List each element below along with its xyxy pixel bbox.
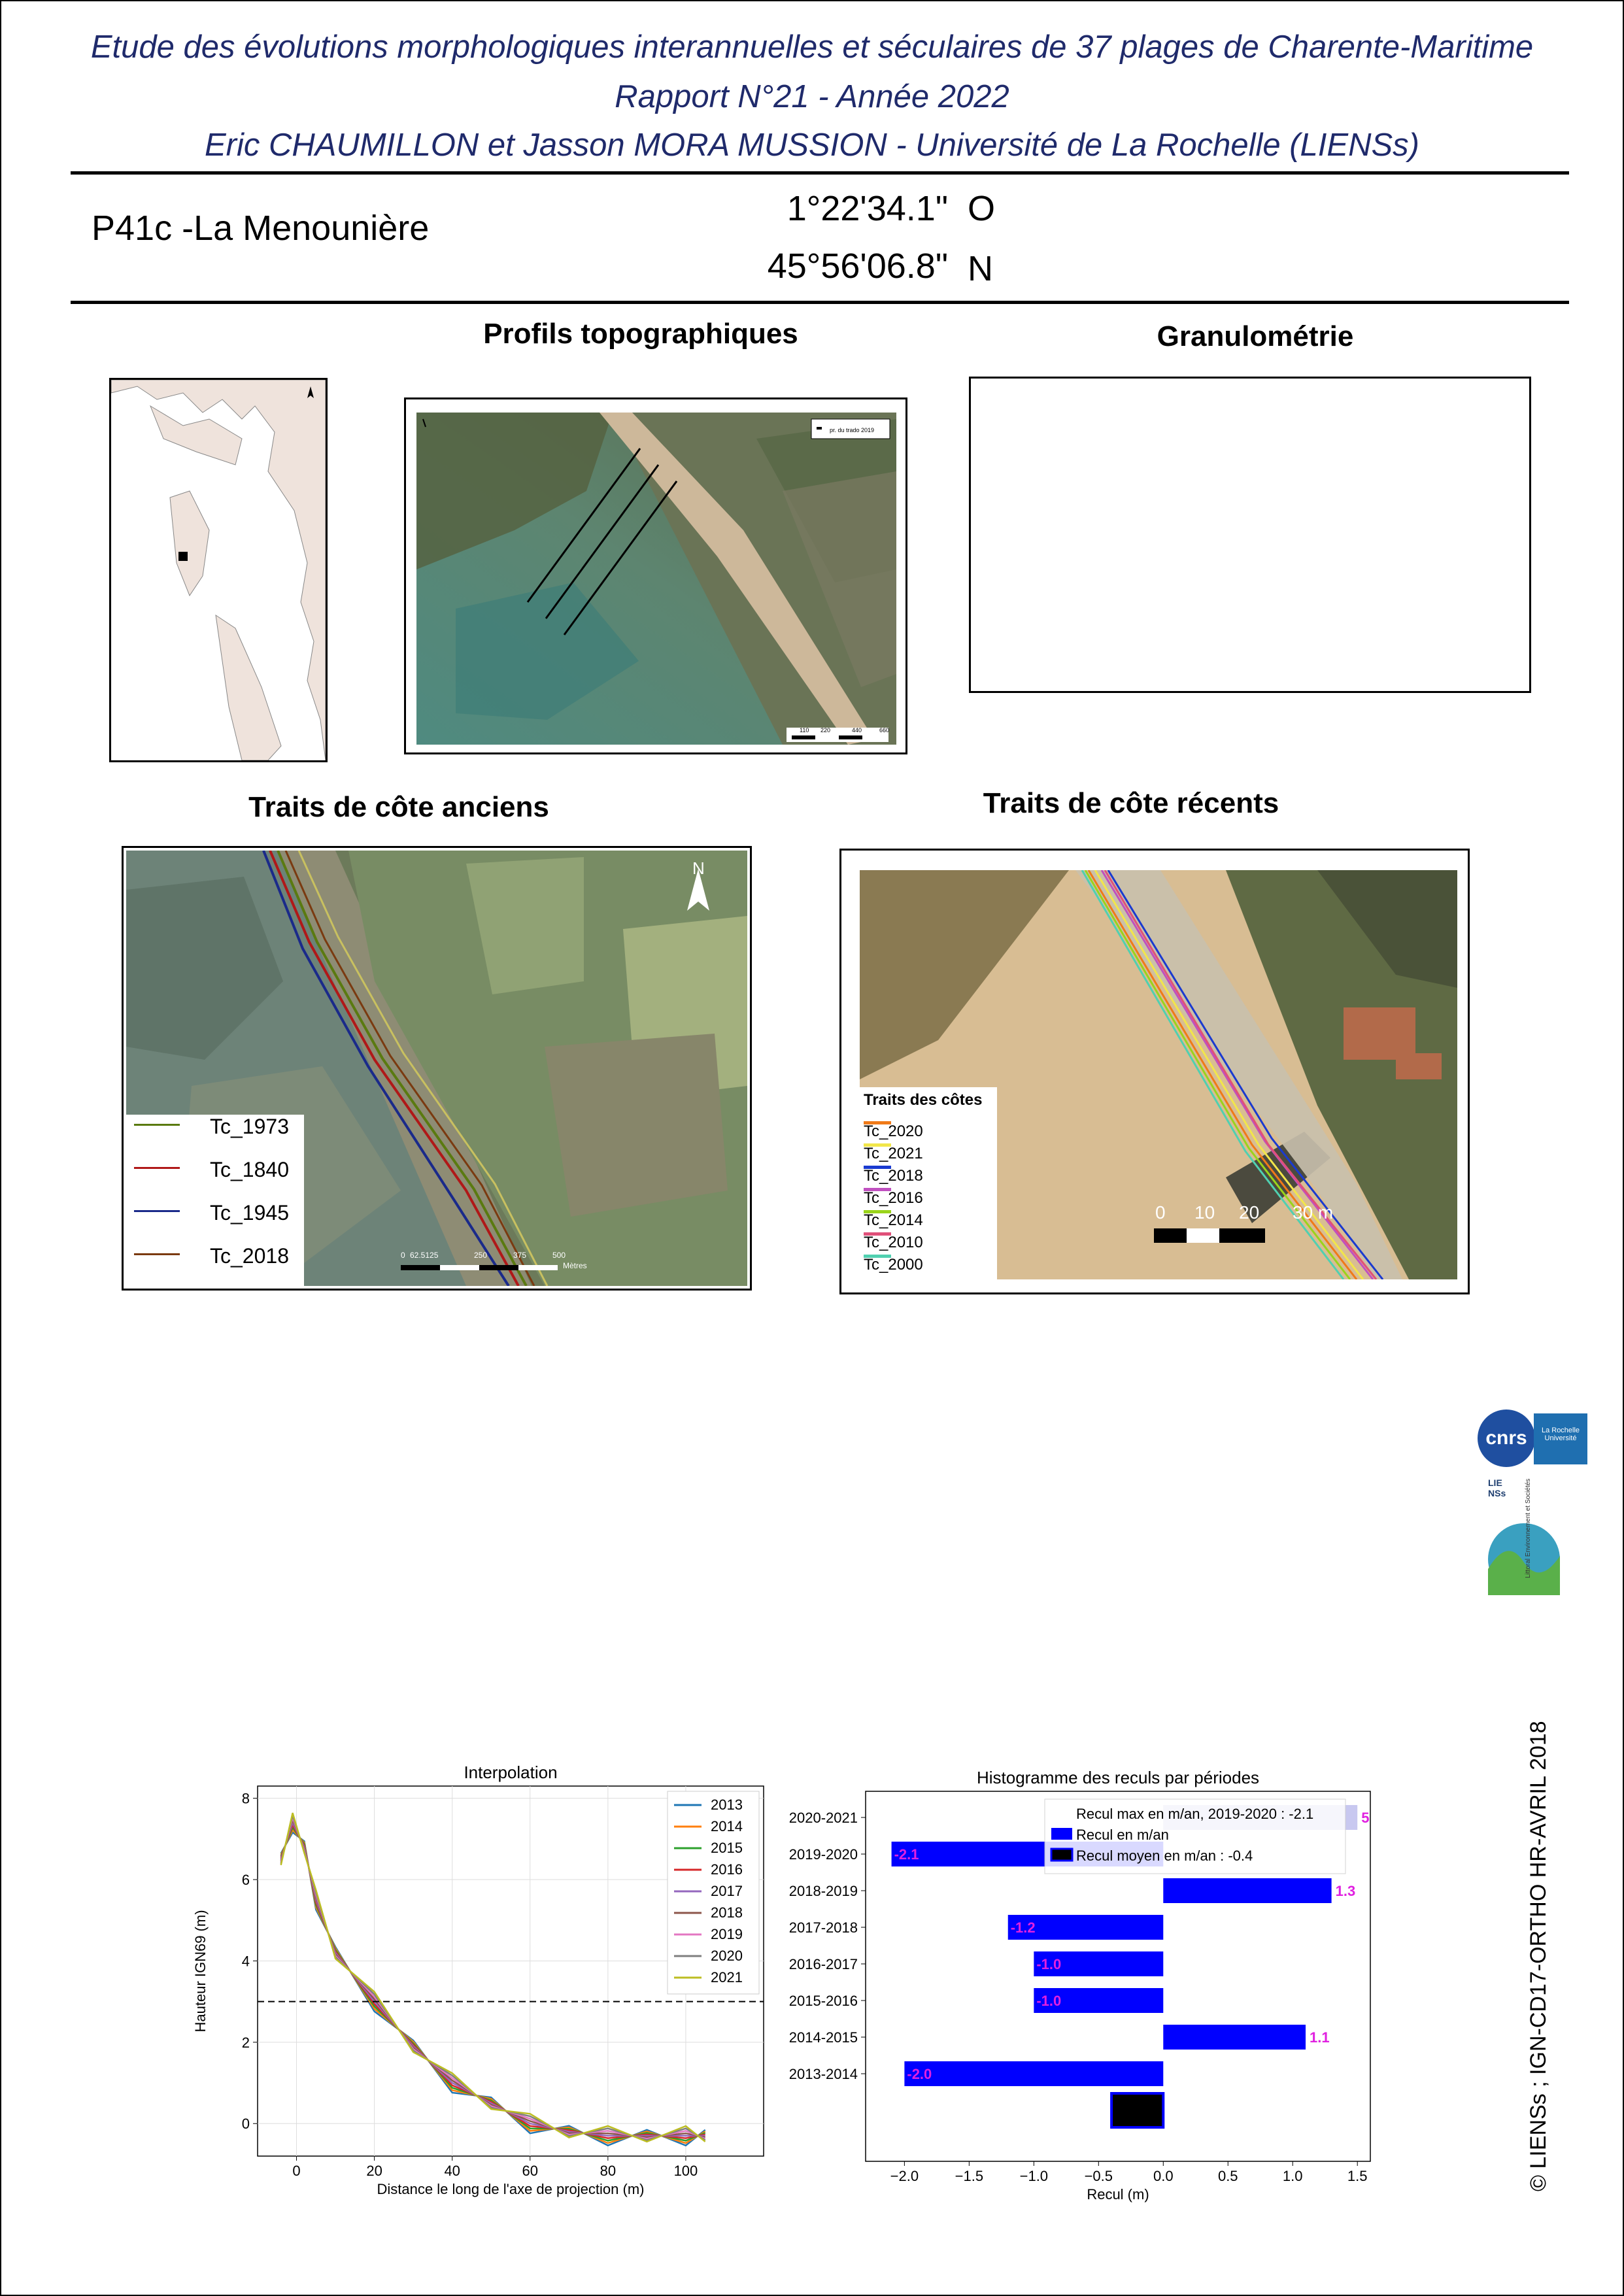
- charts-svg: [0, 1334, 1624, 2236]
- x-tick-label: −1.5: [955, 2168, 984, 2184]
- legend-label: Tc_2018: [210, 1244, 289, 1268]
- category-label: 2017-2018: [788, 1919, 858, 1936]
- x-tick-label: 40: [444, 2163, 460, 2179]
- x-tick-label: −1.0: [1019, 2168, 1049, 2184]
- category-label: 2015-2016: [788, 1993, 858, 2009]
- x-tick-label: 1.5: [1347, 2168, 1368, 2184]
- bar-value-label: 1.3: [1335, 1883, 1356, 1899]
- profils-photo-svg: [416, 413, 896, 745]
- chart-title: Histogramme des reculs par périodes: [976, 1768, 1260, 1787]
- x-tick-label: 20: [366, 2163, 382, 2179]
- y-axis-label: Hauteur IGN69 (m): [192, 1910, 209, 2033]
- header-rule-top: [71, 171, 1569, 175]
- legend-label: Tc_1973: [210, 1115, 289, 1138]
- section-profils-title: Profils topographiques: [483, 318, 798, 350]
- scale-label: 250: [474, 1251, 488, 1260]
- site-longitude-dir: O: [968, 189, 996, 228]
- legend-marker: [1051, 1828, 1072, 1840]
- scale-label: 110: [800, 727, 809, 734]
- category-label: 2014-2015: [788, 2029, 858, 2046]
- legend-swatch: [134, 1210, 180, 1212]
- legend-label: 2014: [711, 1818, 743, 1834]
- legend-label: Tc_2010: [864, 1234, 923, 1251]
- category-label: 2019-2020: [788, 1846, 858, 1863]
- chart-title: Interpolation: [464, 1763, 558, 1782]
- anciens-north-label: N: [692, 858, 705, 878]
- scale-label: 660: [879, 727, 890, 734]
- scale-label: 0: [1155, 1202, 1166, 1223]
- image-credit: © LIENSs ; IGN-CD17-ORTHO HR-AVRIL 2018: [1526, 1721, 1551, 2191]
- report-title: Etude des évolutions morphologiques interannuelles et séculaires de 37 plages de Charente-Maritime: [90, 29, 1534, 65]
- legend-label: 2013: [711, 1797, 743, 1813]
- scale-label: 30 m: [1293, 1202, 1334, 1223]
- location-map: [109, 378, 328, 762]
- site-latitude: 45°56'06.8": [767, 246, 948, 286]
- legend-label: Recul moyen en m/an : -0.4: [1076, 1848, 1253, 1864]
- liens-logo-text: LIENSs: [1488, 1477, 1506, 1498]
- site-latitude-dir: N: [968, 249, 993, 288]
- category-label: 2020-2021: [788, 1810, 858, 1826]
- cnrs-logo: cnrs: [1478, 1410, 1535, 1467]
- legend-label: Tc_1945: [210, 1201, 289, 1224]
- legend-marker: [1051, 1849, 1072, 1861]
- location-marker: [178, 552, 188, 561]
- y-tick-label: 0: [241, 2116, 250, 2133]
- section-recents-title: Traits de côte récents: [983, 787, 1279, 819]
- anciens-legend: [126, 1115, 304, 1286]
- bar-value-label: -1.0: [1036, 1993, 1062, 2009]
- y-tick-label: 2: [241, 2034, 250, 2051]
- site-name: P41c -La Menounière: [92, 209, 430, 248]
- x-tick-label: −0.5: [1084, 2168, 1113, 2184]
- bar-value-label: -1.2: [1010, 1919, 1036, 1936]
- legend-title: Traits des côtes: [864, 1091, 983, 1109]
- legend-label: Tc_2014: [864, 1211, 923, 1229]
- scale-label: 10: [1194, 1202, 1215, 1223]
- scale-label: 220: [820, 727, 831, 734]
- x-tick-label: 0: [292, 2163, 301, 2179]
- univ-logo: La Rochelle Université: [1534, 1413, 1587, 1464]
- legend-label: Tc_2016: [864, 1189, 923, 1207]
- scale-label: 375: [513, 1251, 527, 1260]
- bar: [1163, 1878, 1331, 1903]
- scale-unit: Mètres: [563, 1261, 587, 1270]
- header-rule-bottom: [71, 301, 1569, 304]
- x-tick-label: 80: [600, 2163, 617, 2179]
- scale-label: 20: [1239, 1202, 1260, 1223]
- site-longitude: 1°22'34.1": [787, 189, 948, 228]
- scale-label: 0: [401, 1251, 405, 1260]
- bar-value-label: -2.1: [894, 1846, 919, 1863]
- scale-label: 500: [552, 1251, 566, 1260]
- legend-label: 2021: [711, 1969, 743, 1985]
- x-tick-label: 0.0: [1153, 2168, 1174, 2184]
- legend-label: 2018: [711, 1904, 743, 1921]
- bar: [904, 2061, 1163, 2086]
- granulometrie-box: [969, 377, 1531, 693]
- profils-aerial-photo: [416, 413, 896, 745]
- legend-swatch: [134, 1124, 180, 1126]
- liens-logo-subtitle: Littoral Environnement et Sociétés: [1525, 1478, 1532, 1578]
- x-axis-label: Recul (m): [1087, 2186, 1149, 2203]
- mean-bar: [1111, 2093, 1163, 2127]
- section-anciens-title: Traits de côte anciens: [248, 791, 549, 823]
- legend-label: Tc_2020: [864, 1123, 923, 1140]
- x-axis-label: Distance le long de l'axe de projection (m): [377, 2181, 645, 2197]
- bar: [1163, 2025, 1306, 2050]
- legend-label: Recul en m/an: [1076, 1827, 1169, 1843]
- liens-logo: [1488, 1523, 1560, 1595]
- bar-value-label: -2.0: [907, 2066, 932, 2082]
- legend-label: 2016: [711, 1861, 743, 1878]
- legend-swatch: [134, 1253, 180, 1255]
- bar-value-label: 1.1: [1310, 2029, 1330, 2046]
- report-number: Rapport N°21 - Année 2022: [615, 79, 1009, 114]
- legend-label: Tc_2018: [864, 1167, 923, 1185]
- x-tick-label: 100: [673, 2163, 698, 2179]
- x-tick-label: 60: [522, 2163, 539, 2179]
- liens-logo-icon: [1488, 1523, 1560, 1595]
- x-tick-label: 1.0: [1282, 2168, 1303, 2184]
- category-label: 2013-2014: [788, 2066, 858, 2082]
- bar-value-label: -1.0: [1036, 1956, 1062, 1972]
- recents-map-frame: [839, 849, 1470, 1294]
- legend-label: 2020: [711, 1948, 743, 1964]
- legend-label: Tc_2021: [864, 1145, 923, 1162]
- y-tick-label: 6: [241, 1872, 250, 1889]
- bar-value-label: 5: [1361, 1810, 1370, 1826]
- legend-label: Tc_1840: [210, 1158, 289, 1181]
- legend-label: 2019: [711, 1926, 743, 1942]
- x-tick-label: −2.0: [890, 2168, 919, 2184]
- legend-swatch: [134, 1167, 180, 1169]
- scale-label: 440: [852, 727, 862, 734]
- legend-label: 2015: [711, 1840, 743, 1856]
- y-tick-label: 4: [241, 1953, 250, 1970]
- x-tick-label: 0.5: [1217, 2168, 1238, 2184]
- section-granulometrie-title: Granulométrie: [1157, 320, 1354, 352]
- legend-label: 2017: [711, 1883, 743, 1899]
- location-map-svg: [111, 380, 326, 760]
- legend-label: Tc_2000: [864, 1256, 923, 1274]
- report-authors: Eric CHAUMILLON et Jasson MORA MUSSION - Université de La Rochelle (LIENSs): [205, 127, 1419, 163]
- legend-label: Recul max en m/an, 2019-2020 : -2.1: [1076, 1806, 1314, 1822]
- profils-map-legend: pr. du trado 2019: [830, 427, 875, 433]
- anciens-map-frame: [122, 846, 752, 1291]
- y-tick-label: 8: [241, 1790, 250, 1807]
- scale-label: 62.5125: [410, 1251, 439, 1260]
- profils-map-frame: [404, 397, 907, 754]
- recents-legend: [860, 1087, 997, 1279]
- category-label: 2018-2019: [788, 1883, 858, 1899]
- category-label: 2016-2017: [788, 1956, 858, 1972]
